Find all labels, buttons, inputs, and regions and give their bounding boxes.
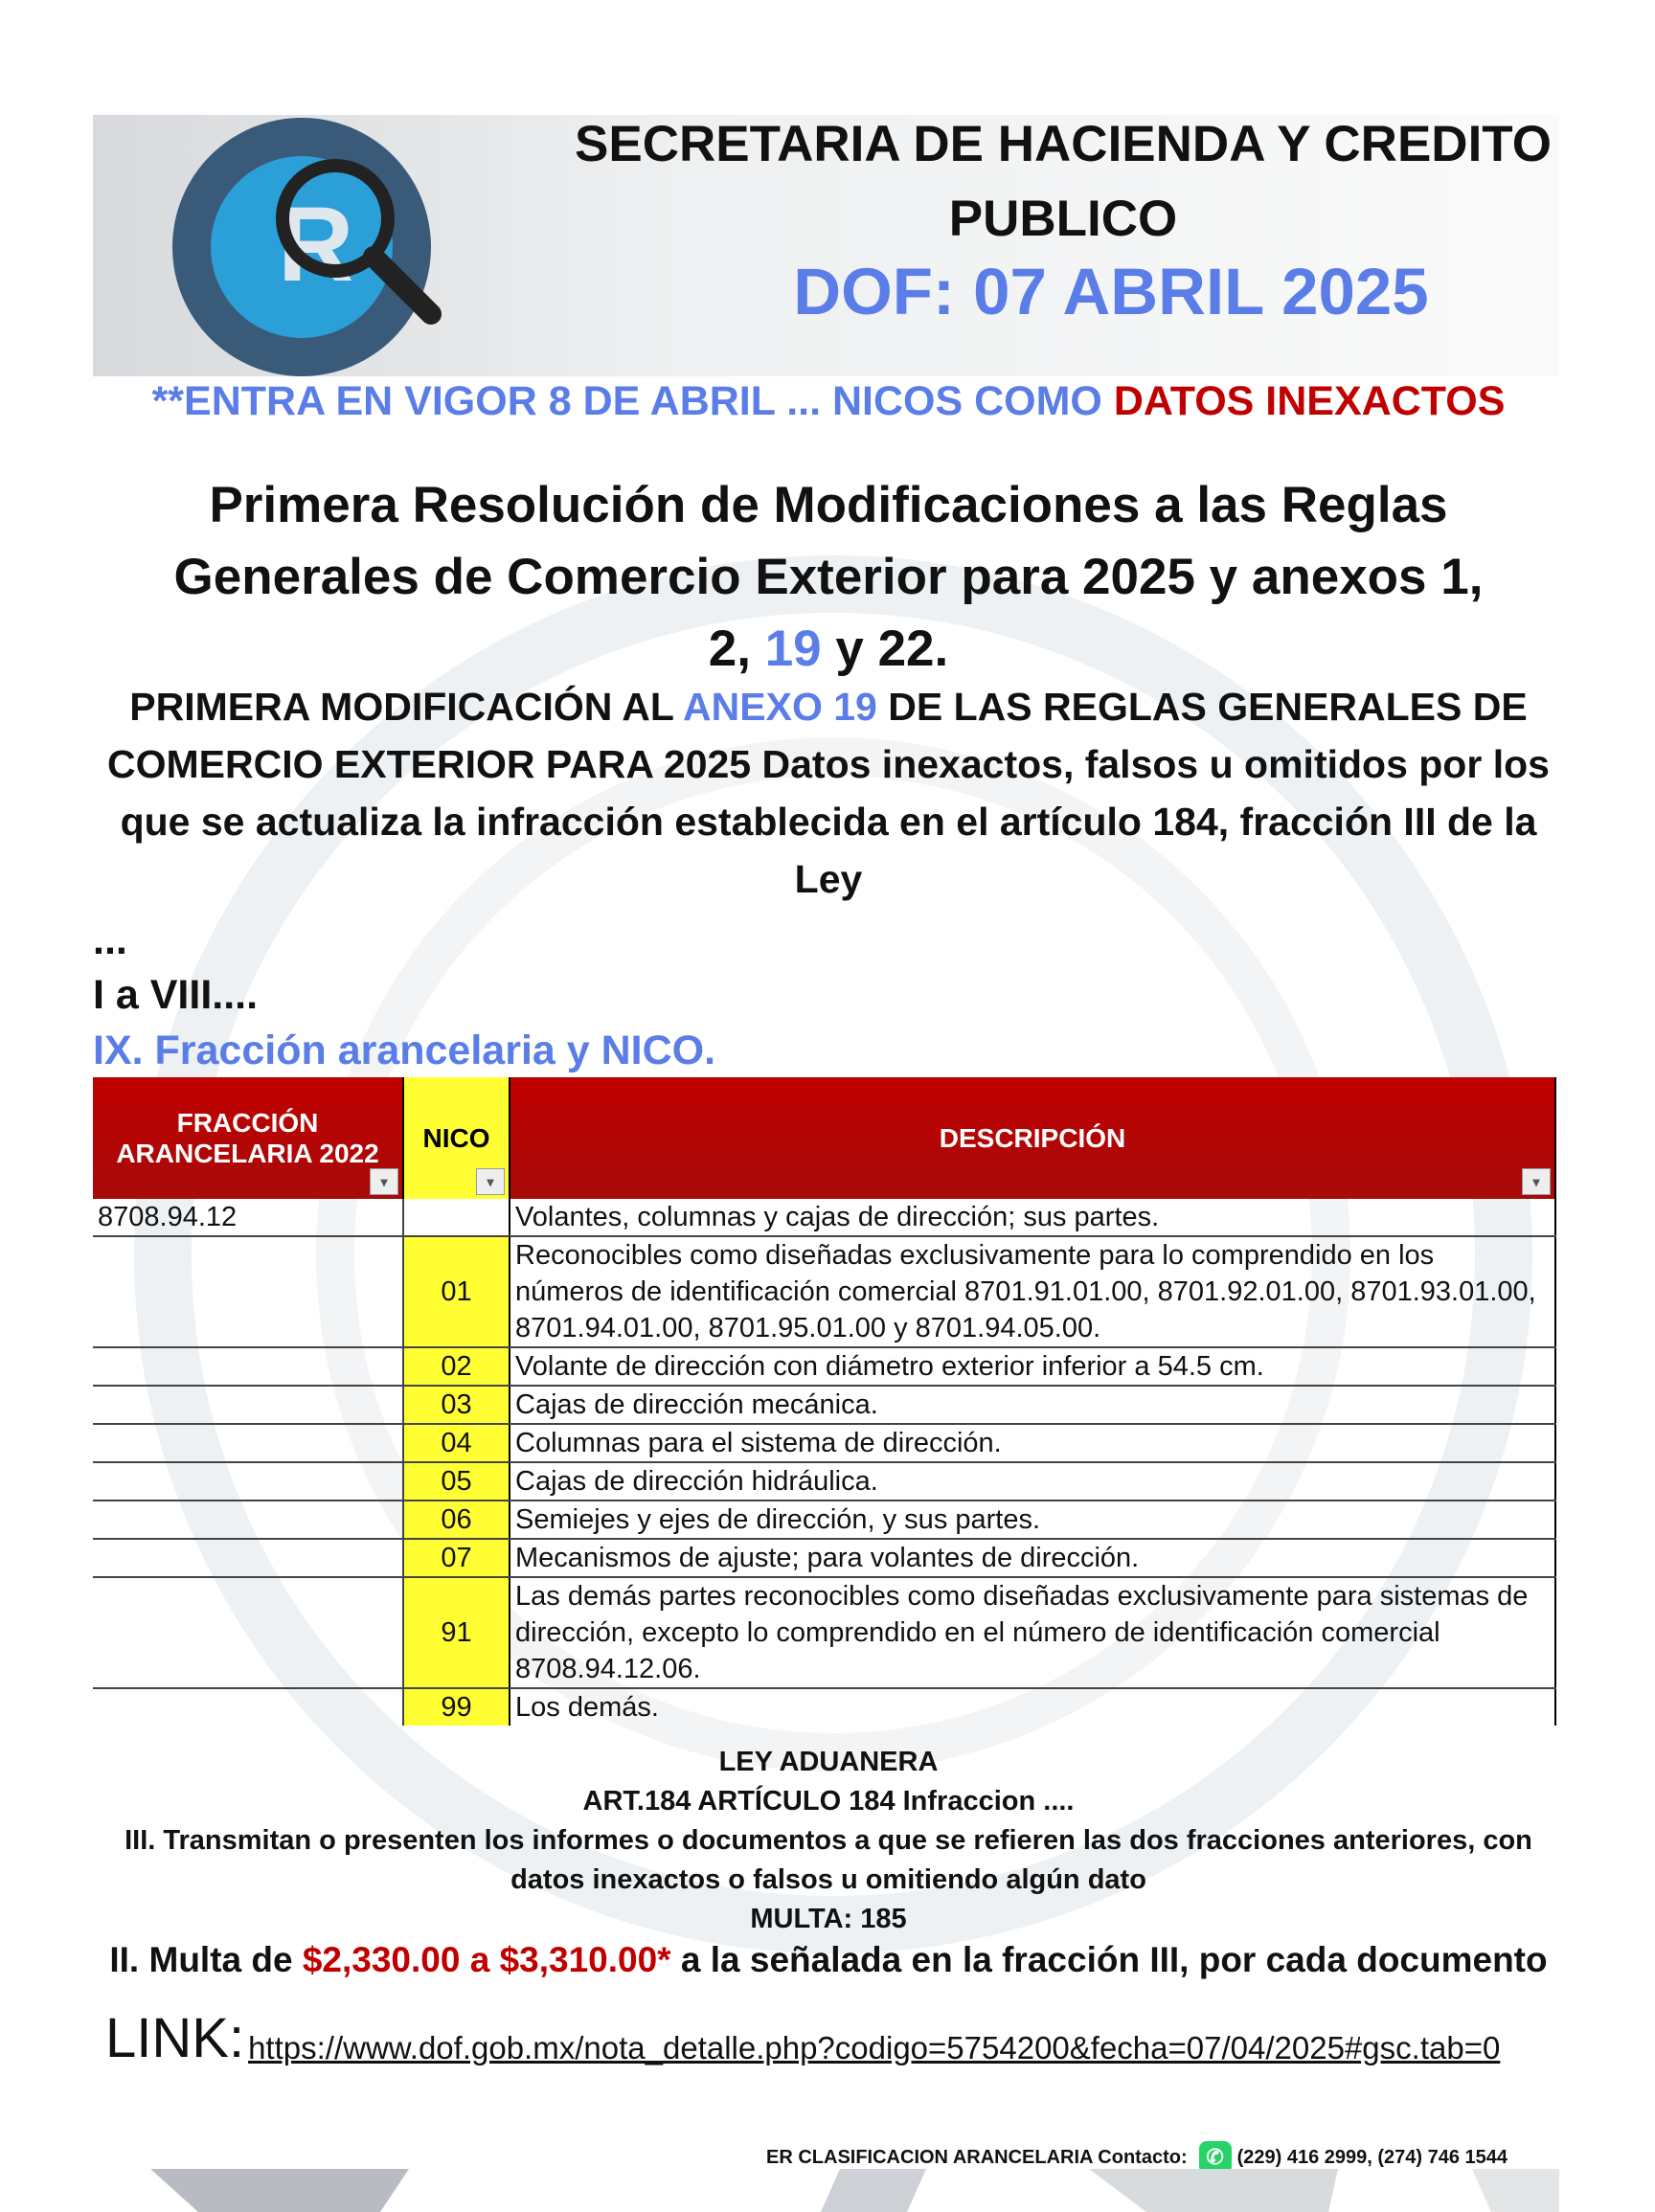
- fine-text: II. Multa de $2,330.00 a $3,310.00* a la señalada en la fracción III, por cada documento: [109, 1940, 1548, 1979]
- mod-annex: ANEXO 19: [683, 685, 877, 729]
- cell-fraccion: [93, 1688, 403, 1726]
- link-row: [105, 2007, 1501, 2069]
- cell-descripcion: Volantes, columnas y cajas de dirección; sus partes.: [510, 1199, 1555, 1236]
- cell-nico: 03: [403, 1386, 510, 1424]
- filter-dropdown-icon[interactable]: ▾: [370, 1168, 398, 1195]
- table-row: [93, 1688, 1555, 1726]
- cell-descripcion: Cajas de dirección hidráulica.: [510, 1462, 1555, 1501]
- law-article: ART.184 ARTÍCULO 184 Infraccion ....: [582, 1786, 1075, 1817]
- resolution-annex: 19: [764, 621, 822, 677]
- table-row: [93, 1539, 1555, 1577]
- cell-nico: 91: [403, 1577, 510, 1688]
- link-label: LINK:: [105, 2007, 245, 2069]
- whatsapp-icon: ✆: [1199, 2141, 1232, 2174]
- range-text: I a VIII....: [93, 972, 259, 1018]
- cell-descripcion: Cajas de dirección mecánica.: [510, 1386, 1555, 1424]
- resolution-line3c: y 22.: [821, 621, 949, 677]
- cell-descripcion: Semiejes y ejes de dirección, y sus partes.: [510, 1501, 1555, 1539]
- cell-fraccion: 8708.94.12: [93, 1199, 403, 1236]
- table-row: [93, 1501, 1555, 1539]
- cell-descripcion: Mecanismos de ajuste; para volantes de dirección.: [510, 1539, 1555, 1577]
- nico-table: [93, 1077, 1556, 1726]
- cell-fraccion: [93, 1236, 403, 1347]
- table-row: [93, 1424, 1555, 1462]
- vigor-notice: [57, 378, 1599, 425]
- cell-fraccion: [93, 1462, 403, 1501]
- cell-fraccion: [93, 1347, 403, 1386]
- footer-decoration: [93, 2169, 1559, 2212]
- law-section: [86, 1743, 1571, 1939]
- law-multa: MULTA: 185: [750, 1904, 907, 1934]
- table-row: [93, 1236, 1555, 1347]
- vigor-highlight: DATOS INEXACTOS: [1113, 378, 1506, 424]
- cell-nico: 99: [403, 1688, 510, 1726]
- resolution-title: [86, 469, 1571, 685]
- ellipsis: ...: [93, 917, 127, 963]
- cell-descripcion: Volante de dirección con diámetro exterior inferior a 54.5 cm.: [510, 1347, 1555, 1386]
- contact-label: ER CLASIFICACION ARANCELARIA Contacto:: [766, 2146, 1188, 2168]
- cell-descripcion: Columnas para el sistema de dirección.: [510, 1424, 1555, 1462]
- filter-dropdown-icon[interactable]: ▾: [476, 1168, 505, 1195]
- header-descripcion: DESCRIPCIÓN ▾: [510, 1077, 1555, 1199]
- svg-text:R: R: [278, 186, 354, 304]
- title-line2: PUBLICO: [948, 191, 1178, 247]
- table-row: [93, 1577, 1555, 1688]
- cell-nico: [403, 1199, 510, 1236]
- dof-link[interactable]: https://www.dof.gob.mx/nota_detalle.php?codigo=5754200&fecha=07/04/2025#gsc.tab=0: [248, 2030, 1501, 2065]
- law-text: III. Transmitan o presenten los informes o documentos a que se refieren las dos fracciones anteriores, con datos inexactos o falsos u omitiendo algún dato: [125, 1825, 1532, 1895]
- resolution-line1: Primera Resolución de Modificaciones a las Reglas: [209, 477, 1448, 533]
- cell-nico: 04: [403, 1424, 510, 1462]
- modification-heading: [86, 678, 1571, 908]
- resolution-line2: Generales de Comercio Exterior para 2025 y anexos 1,: [173, 549, 1484, 605]
- table-row: [93, 1347, 1555, 1386]
- law-title: LEY ADUANERA: [718, 1747, 939, 1777]
- table-row: [93, 1462, 1555, 1501]
- resolution-line3a: 2,: [708, 621, 765, 677]
- header-nico: NICO ▾: [403, 1077, 510, 1199]
- table-row: [93, 1386, 1555, 1424]
- cell-descripcion: Reconocibles como diseñadas exclusivamente para lo comprendido en los números de identificación comercial 8701.91.01.00, 8701.92.01.00, 8701.93.01.00, 8701.94.01.00, 8701.95.01.00 y 8701.94.05.00.: [510, 1236, 1555, 1347]
- cell-fraccion: [93, 1501, 403, 1539]
- cell-nico: 07: [403, 1539, 510, 1577]
- cell-nico: 01: [403, 1236, 510, 1347]
- cell-nico: 05: [403, 1462, 510, 1501]
- dof-date: DOF: 07 ABRIL 2025: [793, 255, 1429, 328]
- mod-a: PRIMERA MODIFICACIÓN AL: [129, 685, 684, 729]
- mod-c: DE LAS REGLAS GENERALES DE COMERCIO EXTERIOR PARA 2025 Datos inexactos, falsos u omitidos por los que se actualiza la infracción establecida en el artículo 184, fracción III de la Ley: [107, 685, 1550, 901]
- vigor-text: **ENTRA EN VIGOR 8 DE ABRIL ... NICOS COMO: [151, 378, 1114, 424]
- filter-dropdown-icon[interactable]: ▾: [1522, 1168, 1551, 1195]
- cell-nico: 02: [403, 1347, 510, 1386]
- title-line1: SECRETARIA DE HACIENDA Y CREDITO: [575, 116, 1552, 172]
- cell-fraccion: [93, 1424, 403, 1462]
- header-fraccion: FRACCIÓN ARANCELARIA 2022 ▾: [93, 1077, 403, 1199]
- cell-fraccion: [93, 1539, 403, 1577]
- section-heading: IX. Fracción arancelaria y NICO.: [93, 1027, 716, 1073]
- cell-fraccion: [93, 1577, 403, 1688]
- cell-descripcion: Las demás partes reconocibles como diseñadas exclusivamente para sistemas de dirección, excepto lo comprendido en el número de identificación comercial 8708.94.12.06.: [510, 1577, 1555, 1688]
- cell-fraccion: [93, 1386, 403, 1424]
- cell-nico: 06: [403, 1501, 510, 1539]
- company-logo: [144, 113, 460, 381]
- table-row: [93, 1199, 1555, 1236]
- contact-phones: (229) 416 2999, (274) 746 1544: [1236, 2146, 1508, 2168]
- cell-descripcion: Los demás.: [510, 1688, 1555, 1726]
- fine-amount: $2,330.00 a $3,310.00*: [302, 1940, 671, 1979]
